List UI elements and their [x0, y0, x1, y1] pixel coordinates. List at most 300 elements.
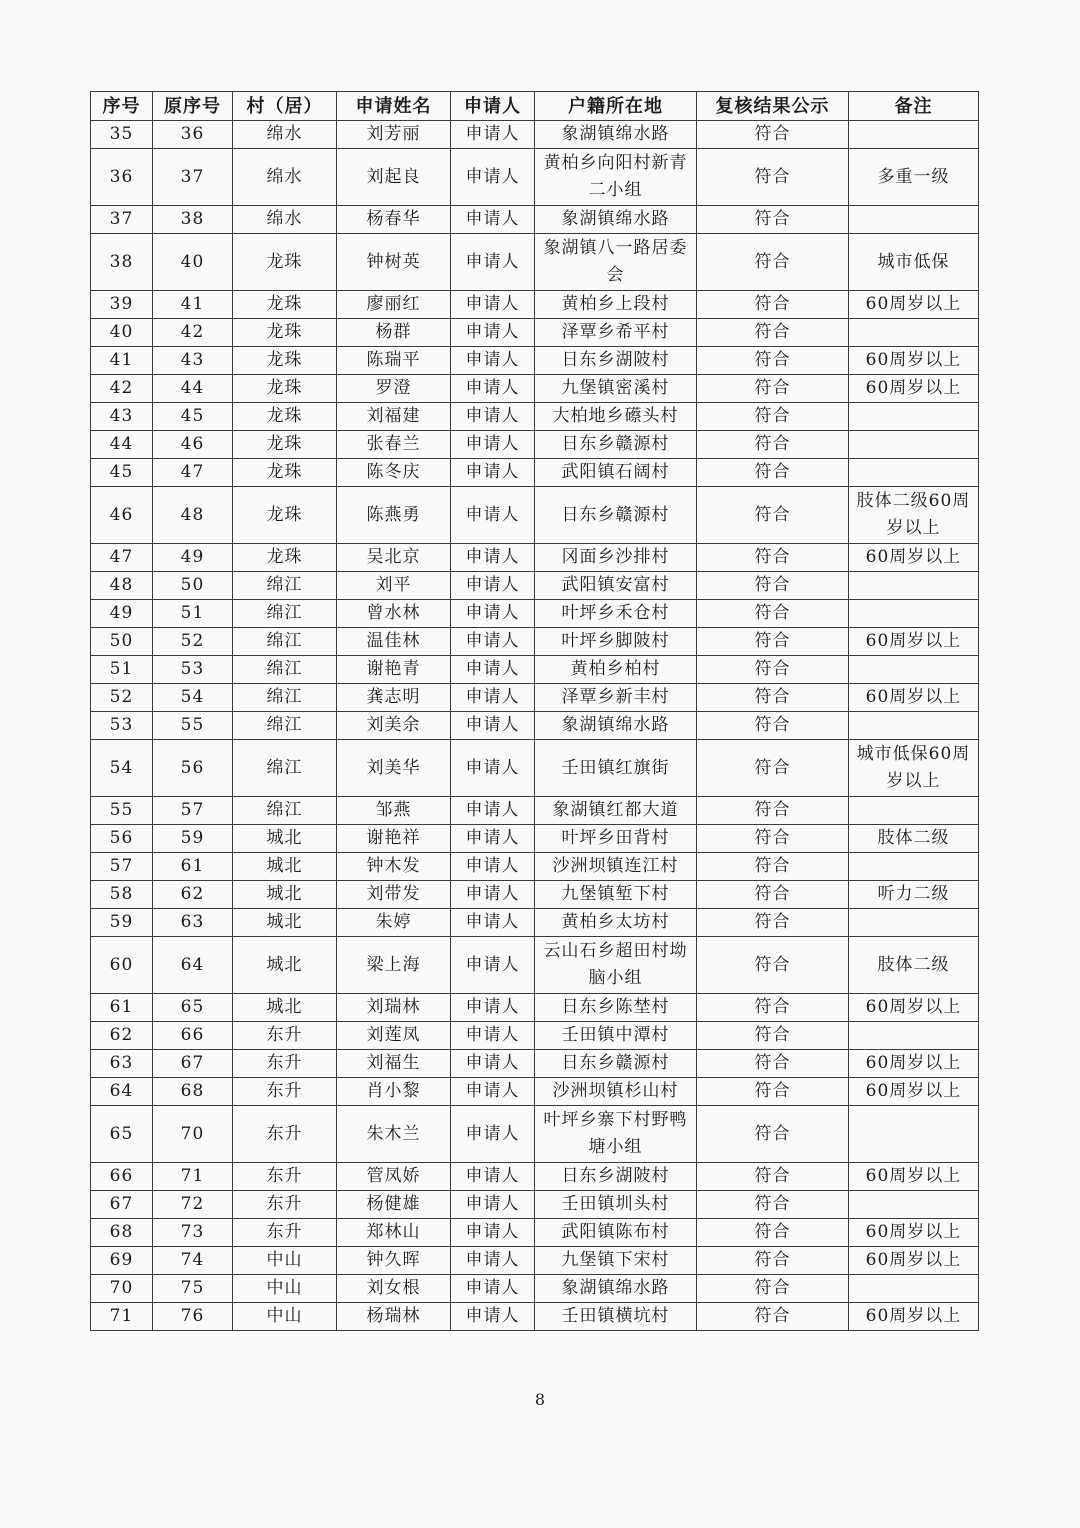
header-applicant: 申请人 — [451, 92, 535, 121]
cell-applicant: 申请人 — [451, 431, 535, 459]
cell-orig-seq: 76 — [153, 1303, 233, 1331]
cell-seq: 67 — [91, 1191, 153, 1219]
cell-result: 符合 — [697, 628, 849, 656]
cell-seq: 39 — [91, 291, 153, 319]
cell-village: 城北 — [233, 853, 337, 881]
cell-residence: 象湖镇八一路居委会 — [535, 234, 697, 291]
cell-remarks: 肢体二级60周岁以上 — [849, 487, 979, 544]
cell-seq: 71 — [91, 1303, 153, 1331]
cell-applicant: 申请人 — [451, 1078, 535, 1106]
table-row — [91, 1191, 979, 1219]
cell-seq: 66 — [91, 1163, 153, 1191]
cell-result: 符合 — [697, 909, 849, 937]
cell-residence: 日东乡赣源村 — [535, 1050, 697, 1078]
cell-village: 中山 — [233, 1247, 337, 1275]
cell-result: 符合 — [697, 403, 849, 431]
cell-remarks — [849, 853, 979, 881]
cell-name: 刘福建 — [337, 403, 451, 431]
cell-result: 符合 — [697, 487, 849, 544]
cell-seq: 70 — [91, 1275, 153, 1303]
cell-orig-seq: 56 — [153, 740, 233, 797]
cell-result: 符合 — [697, 1219, 849, 1247]
cell-orig-seq: 41 — [153, 291, 233, 319]
cell-remarks: 60周岁以上 — [849, 1219, 979, 1247]
cell-name: 肖小黎 — [337, 1078, 451, 1106]
cell-residence: 壬田镇红旗街 — [535, 740, 697, 797]
cell-name: 刘女根 — [337, 1275, 451, 1303]
header-remarks: 备注 — [849, 92, 979, 121]
cell-seq: 47 — [91, 544, 153, 572]
cell-residence: 日东乡湖陂村 — [535, 347, 697, 375]
cell-result: 符合 — [697, 375, 849, 403]
cell-orig-seq: 49 — [153, 544, 233, 572]
cell-residence: 沙洲坝镇连江村 — [535, 853, 697, 881]
table-row — [91, 600, 979, 628]
cell-village: 东升 — [233, 1022, 337, 1050]
cell-name: 刘瑞林 — [337, 994, 451, 1022]
cell-remarks: 60周岁以上 — [849, 375, 979, 403]
cell-remarks — [849, 459, 979, 487]
cell-seq: 54 — [91, 740, 153, 797]
table-row — [91, 291, 979, 319]
cell-applicant: 申请人 — [451, 1163, 535, 1191]
cell-result: 符合 — [697, 206, 849, 234]
header-seq: 序号 — [91, 92, 153, 121]
cell-residence: 大柏地乡礤头村 — [535, 403, 697, 431]
cell-result: 符合 — [697, 1106, 849, 1163]
cell-applicant: 申请人 — [451, 825, 535, 853]
cell-name: 刘美余 — [337, 712, 451, 740]
cell-result: 符合 — [697, 319, 849, 347]
cell-remarks — [849, 1022, 979, 1050]
cell-village: 绵江 — [233, 656, 337, 684]
table-row — [91, 937, 979, 994]
cell-orig-seq: 43 — [153, 347, 233, 375]
cell-name: 谢艳青 — [337, 656, 451, 684]
table-row — [91, 853, 979, 881]
cell-applicant: 申请人 — [451, 1191, 535, 1219]
table-row — [91, 431, 979, 459]
cell-name: 刘平 — [337, 572, 451, 600]
table-row — [91, 319, 979, 347]
cell-applicant: 申请人 — [451, 459, 535, 487]
cell-remarks — [849, 319, 979, 347]
cell-residence: 象湖镇绵水路 — [535, 1275, 697, 1303]
cell-name: 刘带发 — [337, 881, 451, 909]
cell-remarks — [849, 1275, 979, 1303]
cell-seq: 52 — [91, 684, 153, 712]
cell-result: 符合 — [697, 1163, 849, 1191]
cell-result: 符合 — [697, 459, 849, 487]
cell-village: 东升 — [233, 1078, 337, 1106]
cell-remarks: 60周岁以上 — [849, 544, 979, 572]
cell-seq: 37 — [91, 206, 153, 234]
cell-village: 龙珠 — [233, 459, 337, 487]
cell-orig-seq: 38 — [153, 206, 233, 234]
cell-orig-seq: 52 — [153, 628, 233, 656]
cell-remarks — [849, 600, 979, 628]
table-row — [91, 740, 979, 797]
table-row — [91, 1275, 979, 1303]
cell-name: 刘美华 — [337, 740, 451, 797]
cell-orig-seq: 55 — [153, 712, 233, 740]
cell-seq: 46 — [91, 487, 153, 544]
cell-village: 绵江 — [233, 740, 337, 797]
cell-residence: 黄柏乡柏村 — [535, 656, 697, 684]
cell-remarks — [849, 1191, 979, 1219]
cell-orig-seq: 45 — [153, 403, 233, 431]
cell-seq: 49 — [91, 600, 153, 628]
cell-name: 梁上海 — [337, 937, 451, 994]
cell-applicant: 申请人 — [451, 121, 535, 149]
cell-applicant: 申请人 — [451, 544, 535, 572]
cell-orig-seq: 47 — [153, 459, 233, 487]
cell-applicant: 申请人 — [451, 712, 535, 740]
cell-residence: 日东乡湖陂村 — [535, 1163, 697, 1191]
cell-applicant: 申请人 — [451, 1022, 535, 1050]
table-row — [91, 881, 979, 909]
cell-orig-seq: 53 — [153, 656, 233, 684]
cell-residence: 日东乡赣源村 — [535, 431, 697, 459]
roster-table — [90, 91, 979, 1331]
cell-orig-seq: 48 — [153, 487, 233, 544]
cell-name: 刘福生 — [337, 1050, 451, 1078]
cell-residence: 黄柏乡上段村 — [535, 291, 697, 319]
cell-applicant: 申请人 — [451, 291, 535, 319]
cell-residence: 象湖镇绵水路 — [535, 712, 697, 740]
cell-result: 符合 — [697, 853, 849, 881]
cell-remarks — [849, 797, 979, 825]
cell-seq: 43 — [91, 403, 153, 431]
cell-applicant: 申请人 — [451, 403, 535, 431]
cell-applicant: 申请人 — [451, 1247, 535, 1275]
cell-applicant: 申请人 — [451, 375, 535, 403]
cell-village: 龙珠 — [233, 319, 337, 347]
header-applicant-name: 申请姓名 — [337, 92, 451, 121]
cell-applicant: 申请人 — [451, 740, 535, 797]
header-residence: 户籍所在地 — [535, 92, 697, 121]
cell-seq: 65 — [91, 1106, 153, 1163]
cell-residence: 武阳镇陈布村 — [535, 1219, 697, 1247]
cell-result: 符合 — [697, 347, 849, 375]
cell-applicant: 申请人 — [451, 656, 535, 684]
table-row — [91, 234, 979, 291]
cell-result: 符合 — [697, 684, 849, 712]
cell-remarks: 60周岁以上 — [849, 347, 979, 375]
cell-orig-seq: 51 — [153, 600, 233, 628]
cell-residence: 云山石乡超田村坳脑小组 — [535, 937, 697, 994]
cell-applicant: 申请人 — [451, 853, 535, 881]
cell-result: 符合 — [697, 881, 849, 909]
cell-applicant: 申请人 — [451, 206, 535, 234]
cell-residence: 冈面乡沙排村 — [535, 544, 697, 572]
cell-orig-seq: 44 — [153, 375, 233, 403]
cell-village: 绵水 — [233, 121, 337, 149]
cell-residence: 象湖镇绵水路 — [535, 121, 697, 149]
cell-name: 谢艳祥 — [337, 825, 451, 853]
table-row — [91, 375, 979, 403]
header-orig-seq: 原序号 — [153, 92, 233, 121]
cell-seq: 42 — [91, 375, 153, 403]
cell-village: 龙珠 — [233, 234, 337, 291]
cell-residence: 壬田镇圳头村 — [535, 1191, 697, 1219]
cell-remarks: 肢体二级 — [849, 937, 979, 994]
cell-orig-seq: 46 — [153, 431, 233, 459]
table-row — [91, 628, 979, 656]
cell-residence: 武阳镇石阔村 — [535, 459, 697, 487]
cell-remarks: 城市低保60周岁以上 — [849, 740, 979, 797]
cell-applicant: 申请人 — [451, 881, 535, 909]
cell-residence: 黄柏乡太坊村 — [535, 909, 697, 937]
cell-orig-seq: 74 — [153, 1247, 233, 1275]
cell-orig-seq: 42 — [153, 319, 233, 347]
cell-village: 绵水 — [233, 206, 337, 234]
cell-name: 吴北京 — [337, 544, 451, 572]
cell-name: 郑林山 — [337, 1219, 451, 1247]
header-review-result: 复核结果公示 — [697, 92, 849, 121]
cell-applicant: 申请人 — [451, 319, 535, 347]
cell-applicant: 申请人 — [451, 572, 535, 600]
cell-seq: 59 — [91, 909, 153, 937]
cell-result: 符合 — [697, 1275, 849, 1303]
table-row — [91, 1163, 979, 1191]
cell-seq: 61 — [91, 994, 153, 1022]
cell-residence: 九堡镇密溪村 — [535, 375, 697, 403]
cell-orig-seq: 71 — [153, 1163, 233, 1191]
cell-seq: 53 — [91, 712, 153, 740]
cell-result: 符合 — [697, 1050, 849, 1078]
table-row — [91, 1106, 979, 1163]
table-row — [91, 1303, 979, 1331]
cell-remarks: 60周岁以上 — [849, 994, 979, 1022]
header-village: 村（居） — [233, 92, 337, 121]
cell-applicant: 申请人 — [451, 797, 535, 825]
cell-applicant: 申请人 — [451, 1275, 535, 1303]
cell-applicant: 申请人 — [451, 909, 535, 937]
cell-applicant: 申请人 — [451, 600, 535, 628]
cell-applicant: 申请人 — [451, 1106, 535, 1163]
cell-name: 管凤娇 — [337, 1163, 451, 1191]
table-row — [91, 459, 979, 487]
cell-village: 绵江 — [233, 572, 337, 600]
cell-result: 符合 — [697, 544, 849, 572]
cell-village: 绵江 — [233, 600, 337, 628]
cell-village: 中山 — [233, 1303, 337, 1331]
cell-result: 符合 — [697, 1247, 849, 1275]
cell-residence: 叶坪乡寨下村野鸭塘小组 — [535, 1106, 697, 1163]
cell-orig-seq: 54 — [153, 684, 233, 712]
cell-remarks: 肢体二级 — [849, 825, 979, 853]
cell-residence: 泽覃乡新丰村 — [535, 684, 697, 712]
cell-result: 符合 — [697, 1303, 849, 1331]
cell-applicant: 申请人 — [451, 994, 535, 1022]
cell-seq: 55 — [91, 797, 153, 825]
cell-village: 城北 — [233, 909, 337, 937]
cell-orig-seq: 67 — [153, 1050, 233, 1078]
cell-name: 刘莲凤 — [337, 1022, 451, 1050]
table-row — [91, 797, 979, 825]
cell-name: 杨群 — [337, 319, 451, 347]
cell-result: 符合 — [697, 149, 849, 206]
cell-orig-seq: 70 — [153, 1106, 233, 1163]
cell-remarks — [849, 206, 979, 234]
cell-remarks — [849, 431, 979, 459]
cell-result: 符合 — [697, 234, 849, 291]
cell-village: 东升 — [233, 1050, 337, 1078]
cell-name: 陈冬庆 — [337, 459, 451, 487]
cell-seq: 50 — [91, 628, 153, 656]
cell-village: 绵水 — [233, 149, 337, 206]
cell-remarks — [849, 121, 979, 149]
cell-result: 符合 — [697, 825, 849, 853]
cell-village: 城北 — [233, 825, 337, 853]
cell-orig-seq: 73 — [153, 1219, 233, 1247]
table-row — [91, 909, 979, 937]
cell-name: 陈瑞平 — [337, 347, 451, 375]
cell-orig-seq: 57 — [153, 797, 233, 825]
table-row — [91, 572, 979, 600]
cell-orig-seq: 40 — [153, 234, 233, 291]
cell-remarks — [849, 1106, 979, 1163]
cell-residence: 沙洲坝镇杉山村 — [535, 1078, 697, 1106]
cell-result: 符合 — [697, 291, 849, 319]
table-row — [91, 1050, 979, 1078]
cell-name: 杨瑞林 — [337, 1303, 451, 1331]
cell-seq: 45 — [91, 459, 153, 487]
cell-result: 符合 — [697, 1078, 849, 1106]
cell-applicant: 申请人 — [451, 487, 535, 544]
cell-name: 邹燕 — [337, 797, 451, 825]
table-row — [91, 149, 979, 206]
cell-residence: 叶坪乡田背村 — [535, 825, 697, 853]
cell-village: 东升 — [233, 1106, 337, 1163]
cell-orig-seq: 62 — [153, 881, 233, 909]
cell-remarks — [849, 909, 979, 937]
cell-seq: 62 — [91, 1022, 153, 1050]
cell-result: 符合 — [697, 994, 849, 1022]
cell-seq: 40 — [91, 319, 153, 347]
cell-name: 廖丽红 — [337, 291, 451, 319]
cell-applicant: 申请人 — [451, 1303, 535, 1331]
cell-seq: 64 — [91, 1078, 153, 1106]
cell-seq: 51 — [91, 656, 153, 684]
cell-residence: 泽覃乡希平村 — [535, 319, 697, 347]
table-row — [91, 1247, 979, 1275]
cell-name: 钟久晖 — [337, 1247, 451, 1275]
cell-orig-seq: 59 — [153, 825, 233, 853]
table-header-row — [91, 92, 979, 121]
cell-seq: 44 — [91, 431, 153, 459]
cell-village: 龙珠 — [233, 403, 337, 431]
table-row — [91, 656, 979, 684]
cell-result: 符合 — [697, 431, 849, 459]
table-row — [91, 1078, 979, 1106]
cell-applicant: 申请人 — [451, 1050, 535, 1078]
cell-applicant: 申请人 — [451, 234, 535, 291]
cell-seq: 41 — [91, 347, 153, 375]
cell-result: 符合 — [697, 600, 849, 628]
cell-result: 符合 — [697, 937, 849, 994]
cell-village: 绵江 — [233, 712, 337, 740]
cell-remarks: 60周岁以上 — [849, 291, 979, 319]
cell-applicant: 申请人 — [451, 628, 535, 656]
table-row — [91, 487, 979, 544]
cell-name: 钟树英 — [337, 234, 451, 291]
cell-village: 龙珠 — [233, 291, 337, 319]
cell-village: 龙珠 — [233, 431, 337, 459]
cell-residence: 黄柏乡向阳村新青二小组 — [535, 149, 697, 206]
cell-result: 符合 — [697, 797, 849, 825]
cell-seq: 69 — [91, 1247, 153, 1275]
cell-residence: 象湖镇绵水路 — [535, 206, 697, 234]
cell-name: 陈燕勇 — [337, 487, 451, 544]
cell-name: 龚志明 — [337, 684, 451, 712]
cell-orig-seq: 50 — [153, 572, 233, 600]
cell-village: 城北 — [233, 937, 337, 994]
cell-residence: 壬田镇横坑村 — [535, 1303, 697, 1331]
cell-applicant: 申请人 — [451, 347, 535, 375]
cell-name: 朱婷 — [337, 909, 451, 937]
cell-name: 罗澄 — [337, 375, 451, 403]
table-row — [91, 347, 979, 375]
cell-name: 杨春华 — [337, 206, 451, 234]
cell-seq: 68 — [91, 1219, 153, 1247]
cell-name: 刘芳丽 — [337, 121, 451, 149]
cell-village: 城北 — [233, 994, 337, 1022]
table-row — [91, 121, 979, 149]
cell-result: 符合 — [697, 572, 849, 600]
cell-orig-seq: 61 — [153, 853, 233, 881]
cell-residence: 武阳镇安富村 — [535, 572, 697, 600]
cell-village: 东升 — [233, 1219, 337, 1247]
cell-name: 温佳林 — [337, 628, 451, 656]
cell-name: 杨健雄 — [337, 1191, 451, 1219]
cell-result: 符合 — [697, 656, 849, 684]
table-row — [91, 1219, 979, 1247]
cell-village: 龙珠 — [233, 544, 337, 572]
cell-orig-seq: 65 — [153, 994, 233, 1022]
cell-seq: 60 — [91, 937, 153, 994]
cell-village: 城北 — [233, 881, 337, 909]
cell-orig-seq: 63 — [153, 909, 233, 937]
cell-village: 东升 — [233, 1163, 337, 1191]
cell-remarks: 多重一级 — [849, 149, 979, 206]
cell-village: 东升 — [233, 1191, 337, 1219]
table-row — [91, 403, 979, 431]
cell-orig-seq: 72 — [153, 1191, 233, 1219]
cell-orig-seq: 66 — [153, 1022, 233, 1050]
cell-seq: 48 — [91, 572, 153, 600]
cell-remarks: 60周岁以上 — [849, 1247, 979, 1275]
cell-residence: 叶坪乡禾仓村 — [535, 600, 697, 628]
cell-orig-seq: 37 — [153, 149, 233, 206]
cell-name: 钟木发 — [337, 853, 451, 881]
cell-seq: 63 — [91, 1050, 153, 1078]
cell-residence: 九堡镇下宋村 — [535, 1247, 697, 1275]
table-body — [91, 121, 979, 1331]
cell-applicant: 申请人 — [451, 1219, 535, 1247]
cell-result: 符合 — [697, 712, 849, 740]
cell-village: 龙珠 — [233, 375, 337, 403]
cell-remarks: 60周岁以上 — [849, 1078, 979, 1106]
cell-remarks — [849, 403, 979, 431]
cell-remarks — [849, 572, 979, 600]
cell-residence: 九堡镇堑下村 — [535, 881, 697, 909]
cell-orig-seq: 36 — [153, 121, 233, 149]
cell-result: 符合 — [697, 1191, 849, 1219]
cell-residence: 象湖镇红都大道 — [535, 797, 697, 825]
cell-name: 张春兰 — [337, 431, 451, 459]
